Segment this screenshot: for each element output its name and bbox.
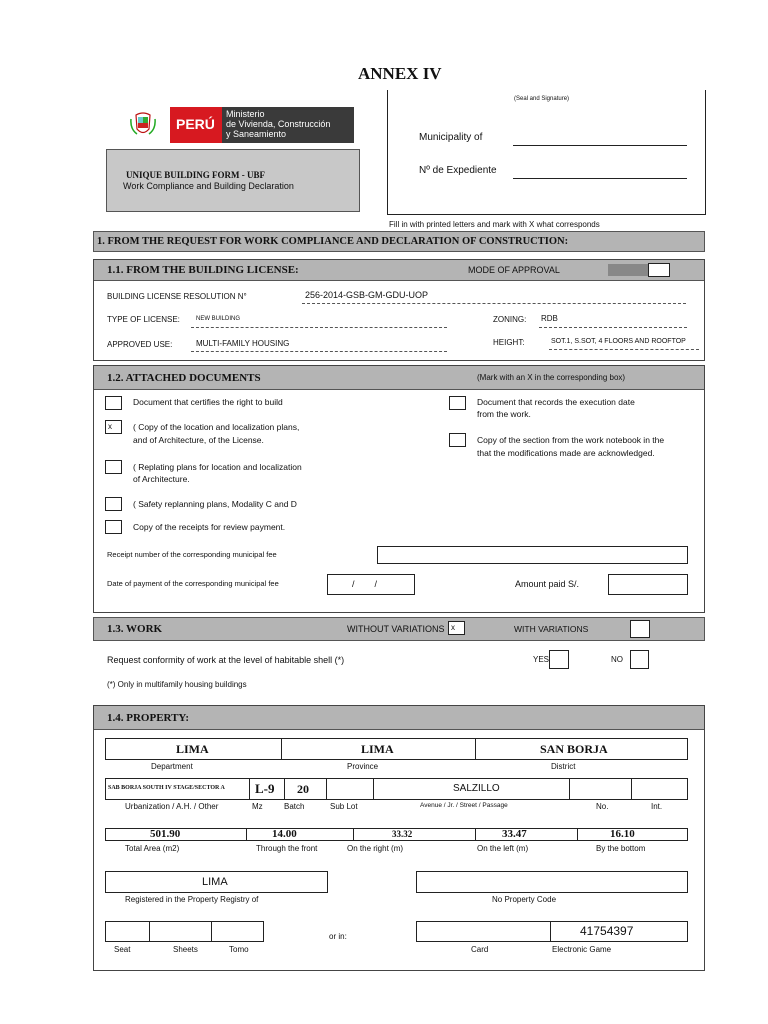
doc-replating-checkbox[interactable] xyxy=(105,460,122,474)
left-value[interactable]: 33.47 xyxy=(502,828,527,840)
doc-location-plans-label: ( Copy of the location and localization plans, xyxy=(133,422,300,432)
electronic-game-value: 41754397 xyxy=(580,924,634,938)
section-1-2 xyxy=(93,365,705,613)
department-value[interactable]: LIMA xyxy=(176,742,209,756)
approved-use-field[interactable] xyxy=(191,351,447,352)
habitable-shell-label: Request conformity of work at the level of habitable shell (*) xyxy=(107,655,345,665)
doc-notebook-checkbox[interactable] xyxy=(449,433,466,447)
expediente-field[interactable] xyxy=(513,178,687,179)
mz-value[interactable]: L-9 xyxy=(255,781,275,796)
card-label: Card xyxy=(471,945,489,954)
electronic-game-label: Electronic Game xyxy=(552,945,612,954)
urbanization-value[interactable]: SAB BORJA SOUTH IV STAGE/SECTOR A xyxy=(108,785,225,791)
form-title: UNIQUE BUILDING FORM - UBF xyxy=(126,170,266,180)
dimensions-row xyxy=(105,828,688,841)
license-type-label: TYPE OF LICENSE: xyxy=(107,315,180,324)
batch-value[interactable]: 20 xyxy=(297,782,309,796)
receipt-number-label: Receipt number of the corresponding municipal fee xyxy=(107,550,277,559)
zoning-value: RDB xyxy=(541,314,558,323)
no-checkbox[interactable] xyxy=(630,650,649,669)
license-type-field[interactable] xyxy=(191,327,447,328)
doc-execution-date-checkbox[interactable] xyxy=(449,396,466,410)
height-label: HEIGHT: xyxy=(493,338,525,347)
municipality-field[interactable] xyxy=(513,145,687,146)
license-type-value: NEW BUILDING xyxy=(196,316,241,322)
section-1-4 xyxy=(93,705,705,971)
resolution-value: 256-2014-GSB-GM-GDU-UOP xyxy=(305,290,429,300)
sheets-label: Sheets xyxy=(173,945,198,954)
doc-right-to-build-label: Document that certifies the right to build xyxy=(133,397,283,407)
amount-paid-input[interactable] xyxy=(608,574,688,595)
seal-label: (Seal and Signature) xyxy=(514,96,570,102)
resolution-label: BUILDING LICENSE RESOLUTION N° xyxy=(107,292,247,301)
property-code-label: No Property Code xyxy=(492,895,557,904)
total-area-value[interactable]: 501.90 xyxy=(150,828,181,840)
without-variations-checkbox[interactable]: x xyxy=(448,621,465,635)
mark-note: (Mark with an X in the corresponding box) xyxy=(477,373,626,382)
zoning-label: ZONING: xyxy=(493,315,527,324)
front-value[interactable]: 14.00 xyxy=(272,828,297,840)
registry-value: LIMA xyxy=(202,876,228,888)
doc-replating-label: ( Replating plans for location and localization xyxy=(133,462,302,472)
avenue-value[interactable]: SALZILLO xyxy=(453,783,500,794)
doc-receipts-checkbox[interactable] xyxy=(105,520,122,534)
mz-label: Mz xyxy=(252,802,263,811)
province-value[interactable]: LIMA xyxy=(361,742,394,756)
section-1-2-title: 1.2. ATTACHED DOCUMENTS xyxy=(107,372,261,384)
mode-approval-checkbox[interactable] xyxy=(648,263,670,277)
seat-label: Seat xyxy=(114,945,131,954)
coat-of-arms-icon xyxy=(128,109,158,139)
form-subtitle: Work Compliance and Building Declaration xyxy=(123,181,294,191)
doc-location-plans-checkbox[interactable]: x xyxy=(105,420,122,434)
doc-replating-label-2: of Architecture. xyxy=(133,474,190,484)
multifamily-note: (*) Only in multifamily housing buildings xyxy=(107,680,247,689)
form-title-box xyxy=(106,149,360,212)
bottom-label: By the bottom xyxy=(596,844,646,853)
section-1-3-title: 1.3. WORK xyxy=(107,623,163,635)
bottom-value[interactable]: 16.10 xyxy=(610,828,635,840)
sublot-label: Sub Lot xyxy=(330,802,358,811)
zoning-field[interactable] xyxy=(539,327,687,328)
doc-execution-date-label: Document that records the execution date xyxy=(477,397,635,407)
doc-execution-date-label-2: from the work. xyxy=(477,409,531,419)
payment-date-value: / / xyxy=(352,579,378,589)
yes-label: YES xyxy=(533,655,550,664)
doc-location-plans-label-2: and of Architecture, of the License. xyxy=(133,435,264,445)
municipality-box xyxy=(387,90,706,215)
right-label: On the right (m) xyxy=(347,844,404,853)
height-value: SOT.1, S.SOT, 4 FLOORS AND ROOFTOP xyxy=(551,338,686,345)
ministry-logo: PERÚ Ministerio de Vivienda, Construcción y Saneamiento xyxy=(126,107,356,143)
district-label: District xyxy=(551,762,576,771)
resolution-field[interactable] xyxy=(302,303,686,304)
mode-approval-label: MODE OF APPROVAL xyxy=(468,265,560,275)
with-variations-label: WITH VARIATIONS xyxy=(514,624,589,634)
district-value[interactable]: SAN BORJA xyxy=(540,742,608,756)
or-in-label: or in: xyxy=(329,932,347,941)
registry-input[interactable] xyxy=(105,871,328,893)
doc-receipts-label: Copy of the receipts for review payment. xyxy=(133,522,286,532)
department-label: Department xyxy=(151,762,193,771)
card-electronic-row[interactable] xyxy=(416,921,688,942)
avenue-label: Avenue / Jr. / Street / Passage xyxy=(420,802,508,809)
tomo-label: Tomo xyxy=(229,945,249,954)
right-value[interactable]: 33.32 xyxy=(392,829,413,839)
left-label: On the left (m) xyxy=(477,844,529,853)
yes-checkbox[interactable] xyxy=(549,650,569,669)
property-code-input[interactable] xyxy=(416,871,688,893)
municipality-label: Municipality of xyxy=(419,132,483,143)
seat-sheets-tomo-row[interactable] xyxy=(105,921,264,942)
batch-label: Batch xyxy=(284,802,305,811)
urbanization-label: Urbanization / A.H. / Other xyxy=(125,802,219,811)
fill-instructions: Fill in with printed letters and mark with X what corresponds xyxy=(389,220,600,229)
front-label: Through the front xyxy=(256,844,318,853)
approved-use-label: APPROVED USE: xyxy=(107,340,173,349)
page-title: ANNEX IV xyxy=(358,64,442,83)
with-variations-checkbox[interactable] xyxy=(630,620,650,638)
int-label: Int. xyxy=(651,802,663,811)
amount-paid-label: Amount paid S/. xyxy=(515,579,580,589)
no-number-label: No. xyxy=(596,802,609,811)
doc-right-to-build-checkbox[interactable] xyxy=(105,396,122,410)
section-1-3-header xyxy=(93,617,705,641)
total-area-label: Total Area (m2) xyxy=(125,844,180,853)
expediente-label: Nº de Expediente xyxy=(419,165,497,176)
section-1-4-title: 1.4. PROPERTY: xyxy=(107,712,190,724)
payment-date-input[interactable] xyxy=(327,574,415,595)
payment-date-label: Date of payment of the corresponding municipal fee xyxy=(107,579,279,588)
without-variations-label: WITHOUT VARIATIONS xyxy=(347,624,445,634)
approved-use-value: MULTI-FAMILY HOUSING xyxy=(196,339,290,348)
height-field[interactable] xyxy=(549,349,699,350)
doc-safety-checkbox[interactable] xyxy=(105,497,122,511)
location-row xyxy=(105,738,688,760)
section-1-1-title: 1.1. FROM THE BUILDING LICENSE: xyxy=(107,264,299,276)
doc-safety-label: ( Safety replanning plans, Modality C and D xyxy=(133,499,297,509)
doc-notebook-label-2: that the modifications made are acknowledged. xyxy=(477,448,655,458)
province-label: Province xyxy=(347,762,379,771)
address-row xyxy=(105,778,688,800)
section-1-header: 1. FROM THE REQUEST FOR WORK COMPLIANCE AND DECLARATION OF CONSTRUCTION: xyxy=(93,231,705,252)
receipt-number-input[interactable] xyxy=(377,546,688,564)
no-label: NO xyxy=(611,655,623,664)
doc-notebook-label: Copy of the section from the work notebook in the xyxy=(477,435,665,445)
section-1-1 xyxy=(93,259,705,361)
registry-label: Registered in the Property Registry of xyxy=(125,895,259,904)
